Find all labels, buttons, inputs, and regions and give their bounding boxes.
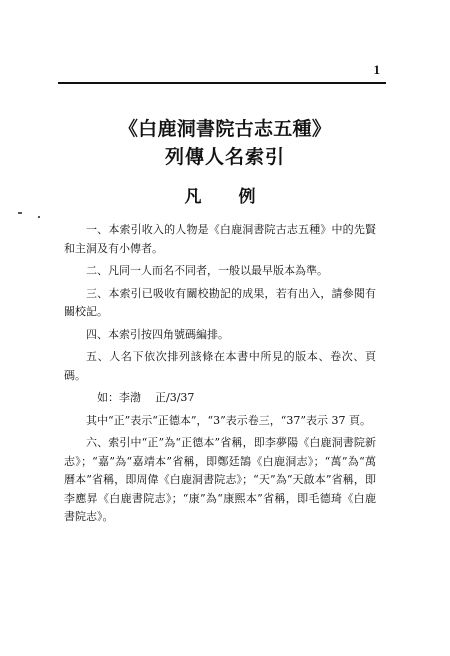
- example-note: 其中“正”表示“正德本”，“3”表示卷三，“37”表示 37 頁。: [86, 413, 371, 427]
- title-block: [0, 116, 450, 170]
- book-title: 《白鹿洞書院古志五種》: [118, 118, 332, 140]
- page-number: 1: [373, 62, 380, 77]
- rule-item-1: 一、本索引收入的人物是《白鹿洞書院古志五種》中的先賢和主洞及有小傳者。: [64, 223, 376, 255]
- example-label: 如：李渤: [97, 391, 141, 404]
- scan-speck: [18, 212, 22, 214]
- rule-item-2: 二、凡同一人而名不同者，一般以最早版本為準。: [86, 264, 328, 277]
- header-rule: [58, 82, 386, 84]
- rule-item-3: 三、本索引已吸收有關校勘記的成果，若有出入，請參閱有關校記。: [64, 286, 376, 318]
- example-entry: [64, 389, 376, 408]
- rule-item-6: 六、索引中“正”為“正德本”省稱，即李夢陽《白鹿洞書院新志》；“嘉”為“嘉靖本”省稱，即鄭廷鵠《白鹿洞志》；“萬”為“萬曆本”省稱，即周偉《白鹿洞書院志》；“天”為“天啟本”省稱，即李應昇《白鹿書院志》；“康”為“康熙本”省稱，即毛德琦《白鹿書院志》。: [64, 436, 376, 523]
- scan-speck: [38, 216, 40, 218]
- example-value: 正/3/37: [155, 391, 195, 404]
- rules-body: [64, 221, 376, 531]
- rule-item-5: 五、人名下依次排列該條在本書中所見的版本、卷次、頁碼。: [64, 350, 376, 382]
- section-heading: 凡 例: [184, 187, 266, 207]
- rule-item-4: 四、本索引按四角號碼編排。: [86, 327, 229, 341]
- index-title: 列傳人名索引: [164, 146, 285, 168]
